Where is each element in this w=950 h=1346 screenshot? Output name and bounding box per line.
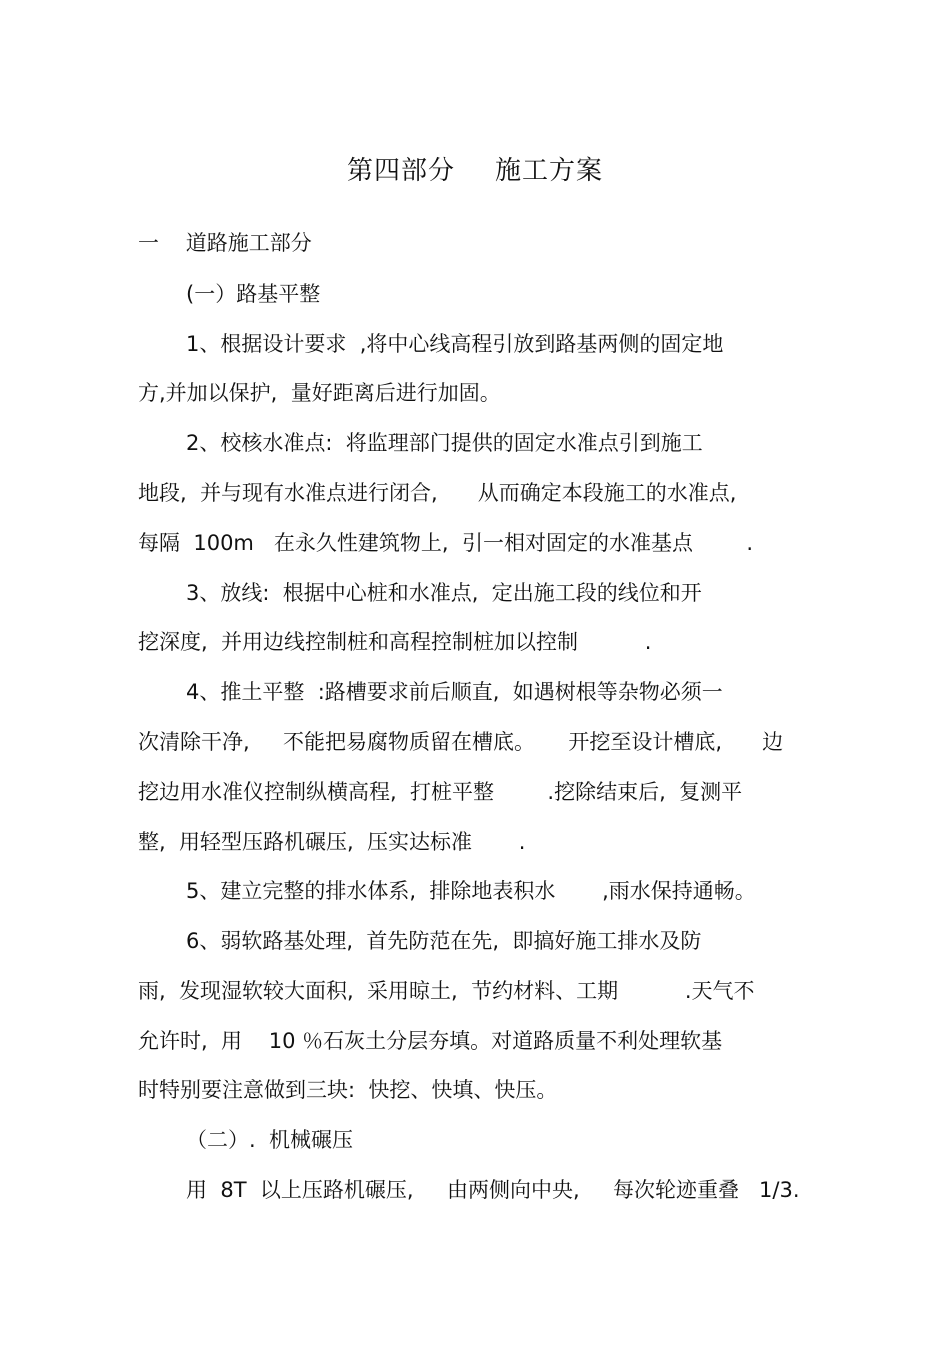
title-part-2: 施工方案: [495, 156, 604, 186]
text-line: 次清除干净, 不能把易腐物质留在槽底。 开挖至设计槽底, 边: [138, 730, 784, 754]
text-line: 方,并加以保护, 量好距离后进行加固。: [138, 381, 501, 405]
text-line: 允许时, 用 10 ％石灰土分层夯填。对道路质量不利处理软基: [138, 1029, 723, 1053]
text-line: 1、根据设计要求 ,将中心线高程引放到路基两侧的固定地: [186, 332, 724, 356]
text-line: 2、校核水准点: 将监理部门提供的固定水准点引到施工: [186, 431, 703, 455]
text-line: 挖深度, 并用边线控制桩和高程控制桩加以控制 .: [138, 630, 652, 654]
text-line: 5、建立完整的排水体系, 排除地表积水 ,雨水保持通畅。: [186, 879, 756, 903]
text-line: 时特别要注意做到三块: 快挖、快填、快压。: [138, 1078, 558, 1102]
text-line: 地段, 并与现有水准点进行闭合, 从而确定本段施工的水准点,: [138, 481, 737, 505]
text-line: 用 8T 以上压路机碾压, 由两侧向中央, 每次轮迹重叠 1/3.: [186, 1178, 800, 1202]
text-line: 6、弱软路基处理, 首先防范在先, 即搞好施工排水及防: [186, 929, 702, 953]
text-line: 雨, 发现湿软较大面积, 采用晾土, 节约材料、工期 .天气不: [138, 979, 755, 1003]
page-title: [0, 150, 950, 187]
text-line: （二）. 机械碾压: [186, 1128, 354, 1152]
text-line: (一）路基平整: [186, 282, 321, 306]
text-line: 一 道路施工部分: [138, 231, 312, 255]
text-line: 挖边用水准仪控制纵横高程, 打桩平整 .挖除结束后, 复测平: [138, 780, 743, 804]
text-line: 3、放线: 根据中心桩和水准点, 定出施工段的线位和开: [186, 581, 702, 605]
text-line: 整, 用轻型压路机碾压, 压实达标准 .: [138, 830, 526, 854]
title-part-1: 第四部分: [346, 156, 455, 186]
text-line: 4、推土平整 :路槽要求前后顺直, 如遇树根等杂物必须一: [186, 680, 723, 704]
text-line: 每隔 100m 在永久性建筑物上, 引一相对固定的水准基点 .: [138, 531, 754, 555]
